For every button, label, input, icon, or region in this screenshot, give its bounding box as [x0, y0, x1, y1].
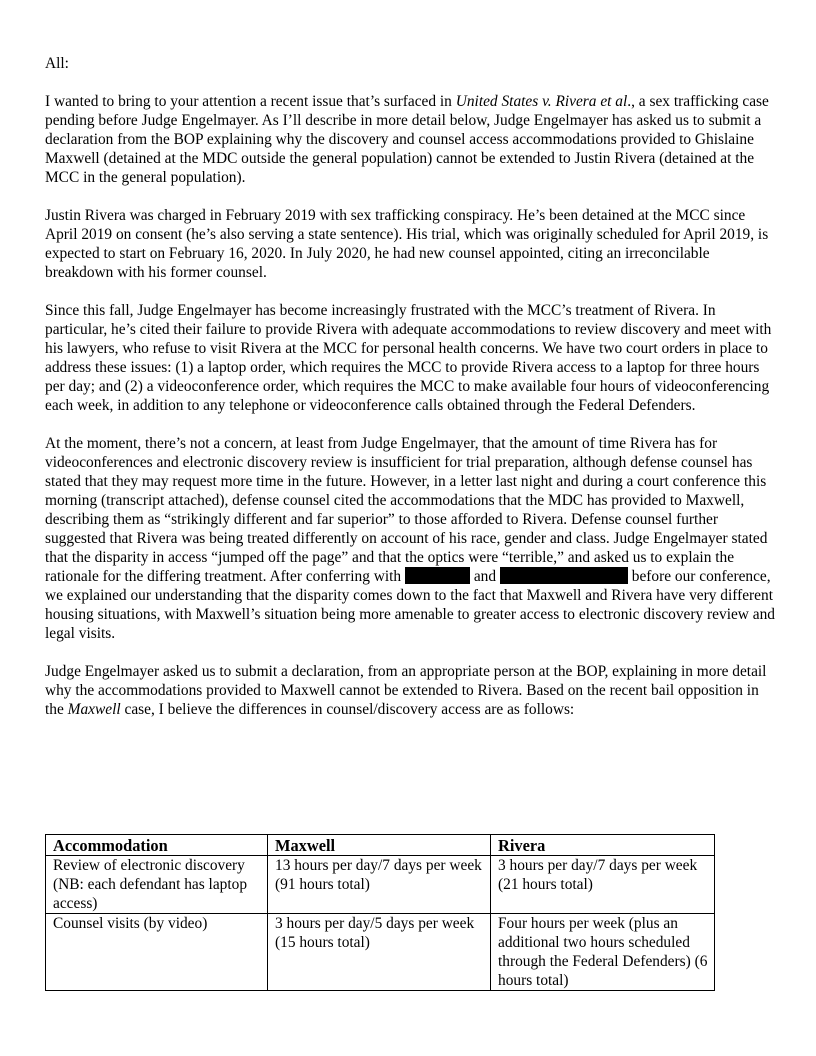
table-cell: 3 hours per day/7 days per week (21 hours total): [491, 856, 715, 914]
paragraph-5-text-b: case, I believe the differences in counsel/discovery access are as follows:: [120, 701, 575, 718]
table-cell: 13 hours per day/7 days per week (91 hours total): [268, 856, 491, 914]
redaction-box: [500, 567, 628, 584]
email-body: [45, 54, 776, 738]
paragraph-4-text-a: At the moment, there’s not a concern, at least from Judge Engelmayer, that the amount of time Rivera has for videoconferences and electronic discovery review is insufficient for trial preparation, although defense counsel has stated that they may request more time in the future. However, in a letter last night and during a court conference this morning (transcript attached), defense counsel cited the accommodations that the MDC has provided to Maxwell, describing them as “strikingly different and far superior” to those afforded to Rivera. Defense counsel further suggested that Rivera was being treated differently on account of his race, gender and class. Judge Engelmayer stated that the disparity in access “jumped off the page” and that the optics were “terrible,” and asked us to explain the rationale for the differing treatment. After conferring with: [45, 435, 768, 585]
table-cell: Review of electronic discovery (NB: each defendant has laptop access): [46, 856, 268, 914]
paragraph-4-text-b: and: [469, 568, 500, 585]
paragraph-5-text-a: Judge Engelmayer asked us to submit a declaration, from an appropriate person at the BOP, explaining in more detail why the accommodations provided to Maxwell cannot be extended to Rivera. Based on the recent bail opposition in the: [45, 663, 767, 718]
paragraph-2: Justin Rivera was charged in February 2019 with sex trafficking conspiracy. He’s been detained at the MCC since April 2019 on consent (he’s also serving a state sentence). His trial, which was originally scheduled for April 2019, is expected to start on February 16, 2020. In July 2020, he had new counsel appointed, citing an irreconcilable breakdown with his former counsel.: [45, 207, 769, 281]
paragraph-1: [45, 92, 776, 187]
column-header: Maxwell: [268, 835, 491, 856]
table-cell: 3 hours per day/5 days per week (15 hours total): [268, 914, 491, 991]
paragraph-4-text-c: before our conference, we explained our understanding that the disparity comes down to the fact that Maxwell and Rivera have very different housing situations, with Maxwell’s situation being more amenable to greater access to electronic discovery review and legal visits.: [45, 568, 775, 642]
accommodations-table: [45, 834, 715, 991]
paragraph-3: Since this fall, Judge Engelmayer has become increasingly frustrated with the MCC’s treatment of Rivera. In particular, he’s cited their failure to provide Rivera with adequate accommodations to review discovery and meet with his lawyers, who refuse to visit Rivera at the MCC for personal health concerns. We have two court orders in place to address these issues: (1) a laptop order, which requires the MCC to provide Rivera access to a laptop for three hours per day; and (2) a videoconference order, which requires the MCC to make available four hours of videoconferencing each week, in addition to any telephone or videoconference calls obtained through the Federal Defenders.: [45, 302, 772, 414]
greeting: All:: [45, 55, 69, 72]
redaction-box: [405, 567, 470, 584]
paragraph-5: [45, 662, 776, 719]
paragraph-4: [45, 434, 776, 643]
column-header: Rivera: [491, 835, 715, 856]
table-row: [46, 914, 715, 991]
column-header: Accommodation: [46, 835, 268, 856]
case-title: United States v. Rivera et al: [455, 93, 628, 110]
table-cell: Four hours per week (plus an additional two hours scheduled through the Federal Defenders) (6 hours total): [491, 914, 715, 991]
case-name: Maxwell: [67, 701, 121, 718]
table-cell: Counsel visits (by video): [46, 914, 268, 991]
table-header-row: [46, 835, 715, 856]
table-row: [46, 856, 715, 914]
paragraph-1-text-a: I wanted to bring to your attention a recent issue that’s surfaced in: [45, 93, 456, 110]
paragraph-1-text-b: ., a sex trafficking case pending before Judge Engelmayer. As I’ll describe in more detail below, Judge Engelmayer has asked us to submit a declaration from the BOP explaining why the discovery and counsel access accommodations provided to Ghislaine Maxwell (detained at the MDC outside the general population) cannot be extended to Justin Rivera (detained at the MCC in the general population).: [45, 93, 769, 186]
